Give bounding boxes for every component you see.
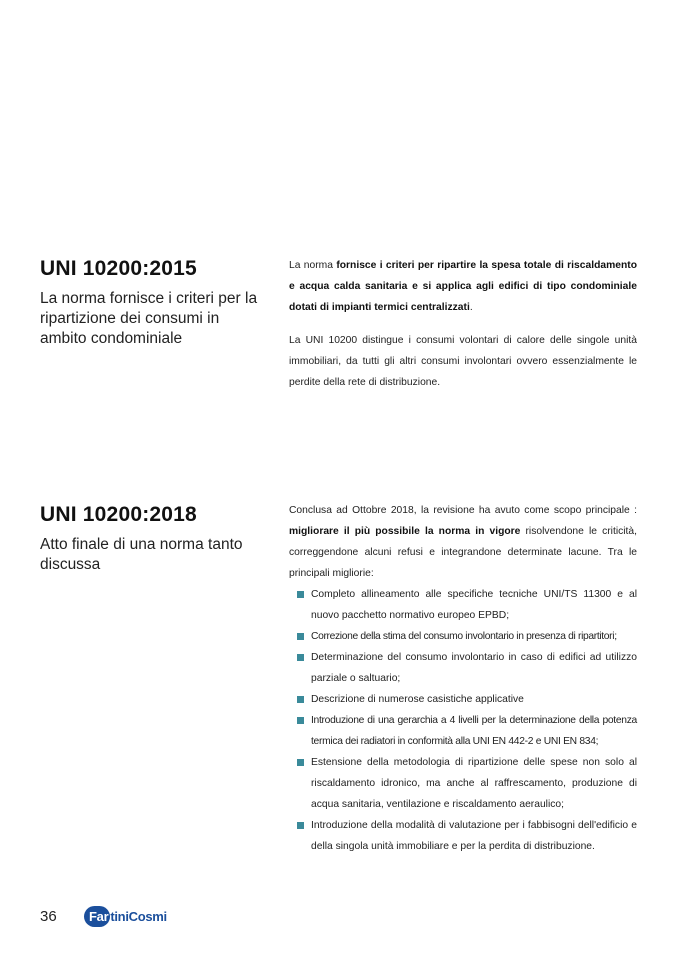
paragraph: La UNI 10200 distingue i consumi volontari di calore delle singole unità immobiliari, da tutti gli altri consumi involontari ovvero essenzialmente le perdite della rete di distribuzione. (289, 335, 637, 388)
text: . (469, 302, 473, 313)
list-item (289, 710, 637, 752)
list-item-text: Introduzione della modalità di valutazione per i fabbisogni dell'edificio e della singola unità immobiliare e per la perdita di distribuzione. (311, 820, 637, 852)
fantinicosmi-logo (84, 906, 167, 927)
square-bullet-icon (297, 717, 304, 724)
section-subtitle: La norma fornisce i criteri per la ripartizione dei consumi in ambito condominiale (40, 290, 258, 347)
section-2018-heading-block (40, 503, 260, 575)
bold-text: migliorare il più possibile la norma in vigore (289, 526, 521, 537)
list-item (289, 626, 637, 647)
list-item-text: Correzione della stima del consumo involontario in presenza di ripartitori; (311, 631, 617, 642)
list-item-text: Introduzione di una gerarchia a 4 livelli per la determinazione della potenza termica dei radiatori in conformità alla UNI EN 442-2 e UNI EN 834; (311, 715, 637, 747)
square-bullet-icon (297, 696, 304, 703)
section-title: UNI 10200:2015 (40, 257, 197, 280)
section-subtitle: Atto finale di una norma tanto discussa (40, 536, 243, 573)
text: risolvendone le criticità, correggendone alcuni refusi e integrandone determinate lacune. Tra le principali migliorie: (289, 526, 637, 579)
list-item (289, 752, 637, 815)
page-number: 36 (40, 908, 57, 925)
square-bullet-icon (297, 633, 304, 640)
square-bullet-icon (297, 654, 304, 661)
paragraph (289, 255, 637, 318)
improvements-list (289, 584, 637, 857)
section-2015-heading-block (40, 257, 260, 349)
square-bullet-icon (297, 822, 304, 829)
list-item-text: Determinazione del consumo involontario in caso di edifici ad utilizzo parziale o saltuario; (311, 652, 637, 684)
list-item-text: Estensione della metodologia di ripartizione delle spese non solo al riscaldamento idronico, ma anche al raffrescamento, produzione di acqua sanitaria, ventilazione e riscaldamento aeraulico; (311, 757, 637, 810)
logo-circle-text: Far (84, 906, 110, 927)
list-item-text: Descrizione di numerose casistiche applicative (311, 694, 524, 705)
list-item-text: Completo allineamento alle specifiche tecniche UNI/TS 11300 e al nuovo pacchetto normativo europeo EPBD; (311, 589, 637, 621)
bold-text: fornisce i criteri per ripartire la spesa totale di riscaldamento e acqua calda sanitaria e si applica agli edifici di tipo condominiale dotati di impianti termici centralizzati (289, 260, 637, 313)
section-2015-body (289, 255, 637, 405)
list-item (289, 584, 637, 626)
square-bullet-icon (297, 591, 304, 598)
list-item (289, 647, 637, 689)
logo-text: tiniCosmi (110, 909, 167, 924)
list-item (289, 689, 637, 710)
section-2018-body (289, 500, 637, 857)
text: Conclusa ad Ottobre 2018, la revisione ha avuto come scopo principale : (289, 505, 637, 516)
square-bullet-icon (297, 759, 304, 766)
list-item (289, 815, 637, 857)
text: La norma (289, 260, 337, 271)
paragraph (289, 500, 637, 584)
section-title: UNI 10200:2018 (40, 503, 197, 526)
